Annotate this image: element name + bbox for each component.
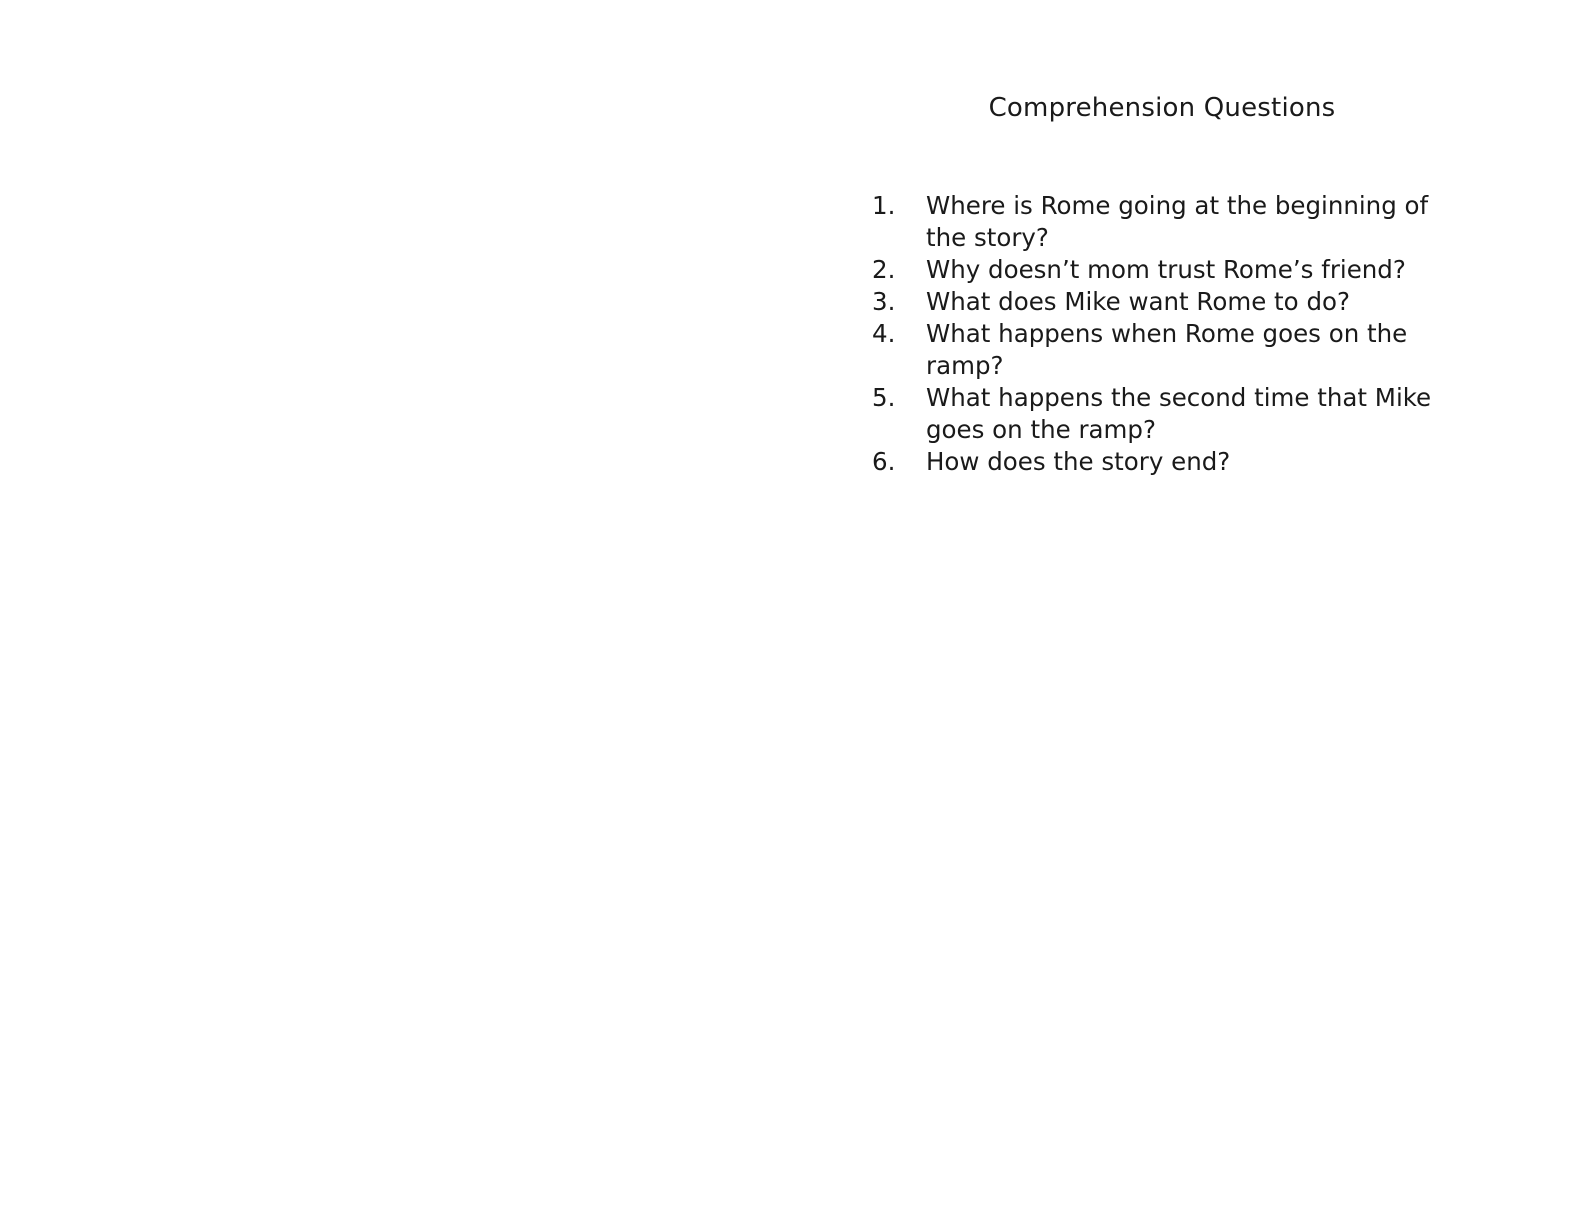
question-text: Why doesn’t mom trust Rome’s friend? <box>926 255 1406 284</box>
question-text: How does the story end? <box>926 447 1231 476</box>
question-item-2 <box>872 254 1472 286</box>
question-number: 6. <box>872 447 896 476</box>
question-item-5 <box>872 382 1472 446</box>
question-item-6 <box>872 446 1472 478</box>
page-title: Comprehension Questions <box>988 93 1336 123</box>
question-number: 2. <box>872 255 896 284</box>
question-text: What happens the second time that Mike goes on the ramp? <box>926 383 1432 444</box>
question-item-4 <box>872 318 1472 382</box>
question-number: 4. <box>872 319 896 348</box>
right-page <box>860 0 1500 1224</box>
question-text: Where is Rome going at the beginning of the story? <box>926 191 1429 252</box>
question-number: 5. <box>872 383 896 412</box>
question-number: 1. <box>872 191 896 220</box>
question-number: 3. <box>872 287 896 316</box>
question-item-1 <box>872 190 1472 254</box>
question-text: What does Mike want Rome to do? <box>926 287 1350 316</box>
question-text: What happens when Rome goes on the ramp? <box>926 319 1408 380</box>
question-list <box>872 190 1472 478</box>
question-item-3 <box>872 286 1472 318</box>
